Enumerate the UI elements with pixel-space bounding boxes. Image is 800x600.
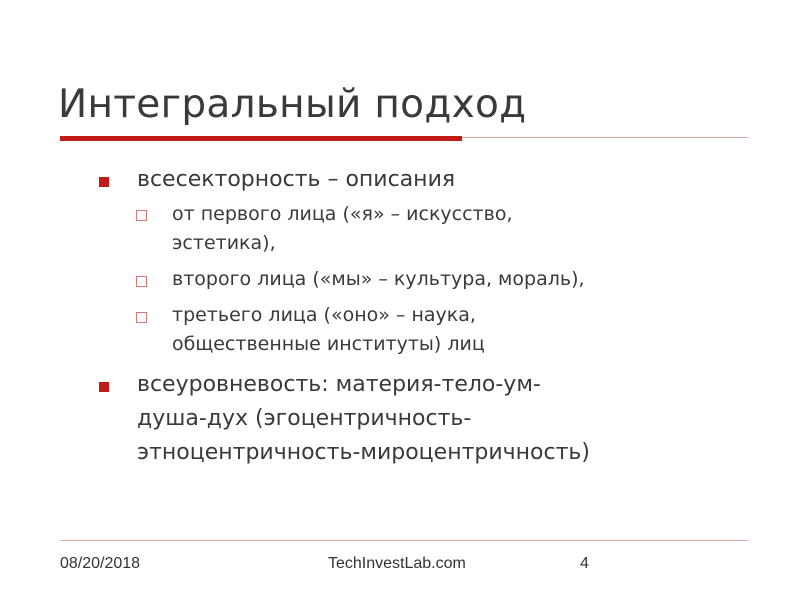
slide-title: Интегральный подход <box>58 82 527 127</box>
sub-bullet-text: третьего лица («оно» – наука, <box>172 304 476 326</box>
footer-date: 08/20/2018 <box>60 555 141 572</box>
sub-bullet-text: второго лица («мы» – культура, мораль), <box>172 268 585 290</box>
footer-divider <box>60 540 748 541</box>
sub-bullet-square-icon <box>136 210 147 221</box>
bullet-text: этноцентричность-мироцентричность) <box>137 440 590 465</box>
sub-bullet-square-icon <box>136 276 147 287</box>
bullet-square-icon <box>99 177 109 187</box>
bullet-text: душа-дух (эгоцентричность- <box>137 406 472 431</box>
bullet-text: всеуровневость: материя-тело-ум- <box>137 372 541 397</box>
bullet-square-icon <box>99 382 109 392</box>
sub-bullet-text: общественные институты) лиц <box>172 333 485 355</box>
footer-site: TechInvestLab.com <box>328 555 466 572</box>
title-accent-bar <box>60 136 462 141</box>
sub-bullet-text: от первого лица («я» – искусство, <box>172 203 513 225</box>
slide-number: 4 <box>580 555 589 572</box>
sub-bullet-square-icon <box>136 312 147 323</box>
sub-bullet-text: эстетика), <box>172 232 276 254</box>
bullet-text: всесекторность – описания <box>137 167 456 192</box>
